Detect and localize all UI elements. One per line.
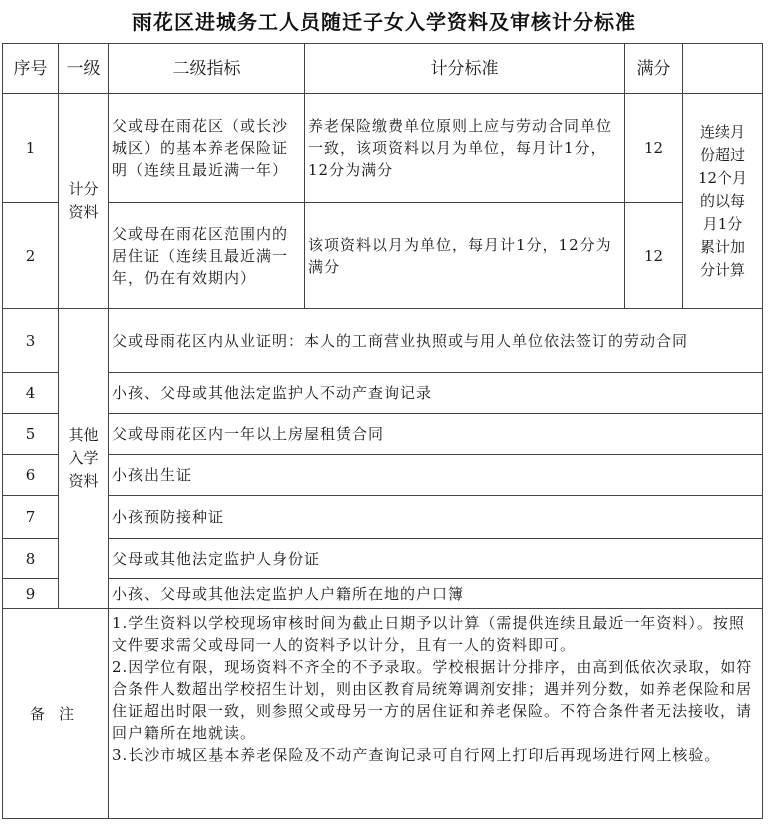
side-note-line: 12个月 (697, 168, 748, 187)
header-full-score: 满分 (625, 44, 683, 94)
note-item: 3.长沙市城区基本养老保险及不动产查询记录可自行网上打印后再现场进行网上核验。 (112, 746, 721, 764)
row-material: 小孩出生证 (109, 455, 763, 496)
row-material: 父或母雨花区内从业证明：本人的工商营业执照或与用人单位依法签订的劳动合同 (109, 309, 763, 373)
row-material: 父或母雨花区内一年以上房屋租赁合同 (109, 414, 763, 455)
side-note-line: 分计算 (699, 260, 745, 279)
row-seq: 6 (3, 455, 59, 496)
scoring-label-line2: 资料 (68, 203, 99, 221)
note-item: 1.学生资料以学校现场审核时间为截止日期予以计算（需提供连续且最近一年资料）。按照文件要求需父或母同一人的资料予以计分，且有一人的资料即可。 (112, 614, 745, 654)
row-material: 小孩、父母或其他法定监护人户籍所在地的户口簿 (109, 579, 763, 609)
table-row (3, 94, 763, 203)
row-seq: 8 (3, 539, 59, 579)
scoring-label-line1: 计分 (68, 180, 99, 198)
row-seq: 2 (3, 203, 59, 309)
notes-content (109, 609, 763, 819)
row-full-score: 12 (625, 94, 683, 203)
side-note-line: 月1分 (702, 214, 743, 233)
row-material: 小孩、父母或其他法定监护人不动产查询记录 (109, 373, 763, 414)
row-seq: 4 (3, 373, 59, 414)
row-material: 父母或其他法定监护人身份证 (109, 539, 763, 579)
row-indicator: 父或母在雨花区范围内的居住证（连续且最近满一年，仍在有效期内） (109, 203, 305, 309)
row-seq: 9 (3, 579, 59, 609)
table-row (3, 455, 763, 496)
scoring-group-label (59, 94, 109, 309)
other-label-line: 其他 (68, 426, 99, 444)
other-label-line: 资料 (68, 472, 99, 490)
table-row (3, 414, 763, 455)
header-criteria: 计分标准 (305, 44, 625, 94)
table-row (3, 373, 763, 414)
row-full-score: 12 (625, 203, 683, 309)
row-indicator: 父或母在雨花区（或长沙城区）的基本养老保险证明（连续且最近满一年） (109, 94, 305, 203)
header-level2: 二级指标 (109, 44, 305, 94)
other-group-label (59, 309, 109, 609)
header-extra (683, 44, 763, 94)
header-level1: 一级 (59, 44, 109, 94)
table-row (3, 496, 763, 539)
row-material: 小孩预防接种证 (109, 496, 763, 539)
table-row (3, 579, 763, 609)
row-seq: 5 (3, 414, 59, 455)
scoring-side-note (683, 94, 763, 309)
table-row (3, 309, 763, 373)
table-row (3, 539, 763, 579)
other-label-line: 入学 (68, 449, 99, 467)
admission-criteria-table (2, 43, 763, 819)
side-note-line: 的以每 (699, 191, 745, 210)
row-criteria: 养老保险缴费单位原则上应与劳动合同单位一致，该项资料以月为单位，每月计1分，12分为满分 (305, 94, 625, 203)
table-header-row (3, 44, 763, 94)
side-note-line: 份超过 (699, 145, 745, 164)
notes-label: 备注 (3, 609, 109, 819)
page-title: 雨花区进城务工人员随迁子女入学资料及审核计分标准 (132, 10, 636, 34)
table-row (3, 203, 763, 309)
header-seq: 序号 (3, 44, 59, 94)
side-note-line: 连续月 (699, 122, 745, 141)
side-note-line: 累计加 (699, 237, 745, 256)
notes-row (3, 609, 763, 819)
row-seq: 1 (3, 94, 59, 203)
row-criteria: 该项资料以月为单位，每月计1分，12分为满分 (305, 203, 625, 309)
row-seq: 3 (3, 309, 59, 373)
note-item: 2.因学位有限，现场资料不齐全的不予录取。学校根据计分排序，由高到低依次录取，如符合条件人数超出学校招生计划，则由区教育局统筹调剂安排；遇并列分数，如养老保险和居住证超出时限一致，则参照父或母另一方的居住证和养老保险。不符合条件者无法接收，请回户籍所在地就读。 (112, 658, 753, 742)
row-seq: 7 (3, 496, 59, 539)
